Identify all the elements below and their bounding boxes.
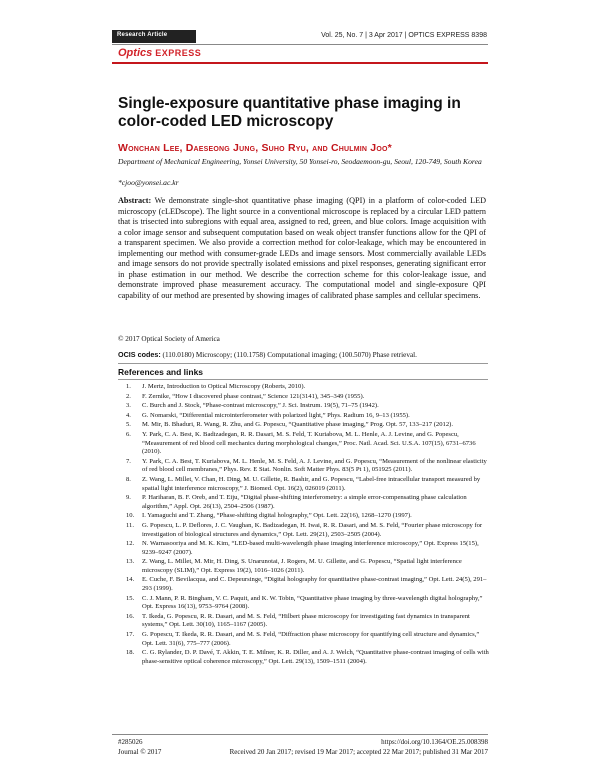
reference-number: 12. <box>126 540 135 548</box>
references-heading: References and links <box>118 367 204 377</box>
footer-article-id: #285026 <box>118 738 143 746</box>
reference-item <box>118 431 490 457</box>
reference-number: 2. <box>126 392 131 400</box>
reference-number: 7. <box>126 457 131 465</box>
reference-item <box>118 540 490 557</box>
reference-text: Y. Park, C. A. Best, K. Badizadegan, R. R. Dasari, M. S. Feld, T. Kuriabova, M. L. Henle, A. J. Levine, and G. Popescu, “Measurement of red blood cell mechanics during morphological changes,” Proc. Natl. Acad. Sci. U.S.A. 107(15), 6731–6736 (2010). <box>142 430 476 456</box>
reference-item <box>118 613 490 630</box>
reference-text: C. Burch and J. Stock, “Phase-contrast microscopy,” J. Sci. Instrum. 19(5), 71–75 (1942). <box>142 402 379 410</box>
reference-item <box>118 522 490 539</box>
journal-citation: Vol. 25, No. 7 | 3 Apr 2017 | OPTICS EXPRESS 8398 <box>321 32 487 39</box>
reference-item <box>118 558 490 575</box>
reference-text: T. Ikeda, G. Popescu, R. R. Dasari, and M. S. Feld, “Hilbert phase microscopy for investigating fast dynamics in transparent systems,” Opt. Lett. 30(10), 1165–1167 (2005). <box>142 612 470 629</box>
logo-optics: Optics <box>118 47 153 59</box>
reference-item <box>118 631 490 648</box>
reference-number: 14. <box>126 576 135 584</box>
reference-text: J. Mertz, Introduction to Optical Microscopy (Roberts, 2010). <box>142 383 306 390</box>
references-divider-bottom <box>118 379 488 380</box>
footer-divider <box>112 734 488 735</box>
copyright: © 2017 Optical Society of America <box>118 335 220 343</box>
reference-item <box>118 595 490 612</box>
header-divider <box>112 44 488 45</box>
reference-text: P. Hariharan, B. F. Oreb, and T. Eiju, “Digital phase-shifting interferometry: a simple error-compensating phase calculation algorithm,” Appl. Opt. 26(13), 2504–2506 (1987). <box>142 494 467 510</box>
reference-text: M. Mir, B. Bhaduri, R. Wang, R. Zhu, and G. Popescu, “Quantitative phase imaging,” Prog. Opt. 57, 133–217 (2012). <box>142 421 453 429</box>
reference-text: C. J. Mann, P. R. Bingham, V. C. Paquit, and K. W. Tobin, “Quantitative phase imaging by three-wavelength digital holography,” Opt. Express 16(13), 9753–9764 (2008). <box>142 594 483 611</box>
reference-item <box>118 412 490 421</box>
reference-text: C. G. Rylander, D. P. Davé, T. Akkin, T. E. Milner, K. R. Diller, and A. J. Welch, “Quantitative phase-contrast imaging of cells with phase-sensitive optical coherence microscopy,” Opt. Lett. 29(13), 1509–1511 (2004). <box>142 649 489 665</box>
reference-item <box>118 383 490 392</box>
footer-doi[interactable]: https://doi.org/10.1364/OE.25.008398 <box>381 738 488 746</box>
reference-number: 17. <box>126 631 135 639</box>
reference-text: G. Popescu, L. P. Deflores, J. C. Vaughan, K. Badizadegan, H. Iwai, R. R. Dasari, and M. S. Feld, “Fourier phase microscopy for investigation of biological structures and dynamics,” Opt. Lett. 29(21), 2503–2505 (2004). <box>142 521 483 538</box>
reference-text: Y. Park, C. A. Best, T. Kuriabova, M. L. Henle, M. S. Feld, A. J. Levine, and G. Popescu, “Measurement of the nonlinear elasticity of red blood cell membranes,” Phys. Rev. E Stat. Nonlin. Soft Matter Phys. 83(5 Pt 1), 051925 (2011). <box>142 457 487 474</box>
reference-number: 6. <box>126 430 131 438</box>
reference-number: 3. <box>126 402 131 410</box>
corresponding-email[interactable]: *cjoo@yonsei.ac.kr <box>118 178 179 187</box>
reference-item <box>118 494 490 511</box>
logo-express: EXPRESS <box>155 48 202 58</box>
reference-number: 13. <box>126 558 135 566</box>
reference-number: 8. <box>126 475 131 483</box>
reference-number: 9. <box>126 494 131 502</box>
reference-item <box>118 512 490 521</box>
reference-number: 11. <box>126 521 134 529</box>
reference-number: 1. <box>126 383 131 390</box>
ocis-label: OCIS codes: <box>118 350 161 359</box>
reference-text: G. Nomarski, “Differential microinterferometer with polarized light,” Phys. Radium 16, 9–13 (1955). <box>142 411 410 419</box>
reference-number: 10. <box>126 512 135 520</box>
reference-number: 16. <box>126 612 135 620</box>
reference-list <box>118 383 490 667</box>
reference-number: 15. <box>126 594 135 602</box>
reference-number: 4. <box>126 411 131 419</box>
reference-text: F. Zernike, “How I discovered phase contrast,” Science 121(3141), 345–349 (1955). <box>142 392 365 400</box>
reference-item <box>118 458 490 475</box>
reference-text: Z. Wang, L. Millet, M. Mir, H. Ding, S. Unarunotai, J. Rogers, M. U. Gillette, and G. Popescu, “Spatial light interference microscopy (SLIM),” Opt. Express 19(2), 1016–1026 (2011). <box>142 558 462 574</box>
journal-logo <box>118 46 201 60</box>
abstract <box>118 196 486 301</box>
reference-item <box>118 393 490 402</box>
reference-item <box>118 421 490 430</box>
references-divider-top <box>118 363 488 364</box>
abstract-label: Abstract: <box>118 196 152 205</box>
reference-text: E. Cuche, F. Bevilacqua, and C. Depeursinge, “Digital holography for quantitative phase-contrast imaging,” Opt. Lett. 24(5), 291–293 (1999). <box>142 576 487 593</box>
reference-text: I. Yamaguchi and T. Zhang, “Phase-shifting digital holography,” Opt. Lett. 22(16), 1268–1270 (1997). <box>142 512 412 520</box>
affiliation: Department of Mechanical Engineering, Yonsei University, 50 Yonsei-ro, Seodaemoon-gu, Seoul, 120-749, South Korea <box>118 157 482 166</box>
footer-journal: Journal © 2017 <box>118 748 162 756</box>
reference-text: G. Popescu, T. Ikeda, R. R. Dasari, and M. S. Feld, “Diffraction phase microscopy for quantifying cell structure and dynamics,” Opt. Lett. 31(6), 775–777 (2006). <box>142 631 480 647</box>
reference-item <box>118 402 490 411</box>
reference-number: 5. <box>126 421 131 429</box>
reference-item <box>118 649 490 666</box>
header-accent-bar <box>112 62 488 64</box>
reference-text: N. Warnasooriya and M. K. Kim, “LED-based multi-wavelength phase imaging interference microscopy,” Opt. Express 15(15), 9239–9247 (2007). <box>142 540 479 556</box>
ocis-codes <box>118 350 417 359</box>
ocis-text: (110.0180) Microscopy; (110.1758) Computational imaging; (100.5070) Phase retrieval. <box>162 351 417 359</box>
article-type-badge <box>112 30 196 43</box>
article-type-label: Research Article <box>117 32 168 38</box>
abstract-text: We demonstrate single-shot quantitative phase imaging (QPI) in a platform of color-coded LED microscopy (cLEDscope). The light source in a conventional microscope is replaced by a circular LED pattern that is trisected into subregions with equal area, assigned to red, green, and blue colors. Image acquisition with a color image sensor and subsequent computation based on weak object transfer functions allow for the QPI of a transparent specimen. We also provide a correction method for color-leakage, which may be encountered in implementing our method with consumer-grade LEDs and image sensors. Most commercially available LEDs and image sensors do not provide spectrally isolated emissions and pixel responses, generating significant error in phase estimation in our method. We describe the correction scheme for this color-leakage issue, and demonstrate improved phase measurement accuracy. The computational model and single-exposure QPI capability of our method are presented by showing images of calibrated phase samples and cellular specimens. <box>118 196 486 300</box>
paper-title: Single-exposure quantitative phase imaging in color-coded LED microscopy <box>118 95 461 130</box>
author-list: Wonchan Lee, Daeseong Jung, Suho Ryu, and Chulmin Joo* <box>118 142 392 154</box>
reference-item <box>118 576 490 593</box>
footer-dates: Received 20 Jan 2017; revised 19 Mar 2017; accepted 22 Mar 2017; published 31 Mar 2017 <box>229 748 488 756</box>
reference-number: 18. <box>126 649 135 657</box>
reference-item <box>118 476 490 493</box>
reference-text: Z. Wang, L. Millet, V. Chan, H. Ding, M. U. Gillette, R. Bashir, and G. Popescu, “Label-free intracellular transport measured by spatial light interference microscopy,” J. Biomed. Opt. 16(2), 026019 (2011). <box>142 475 481 492</box>
